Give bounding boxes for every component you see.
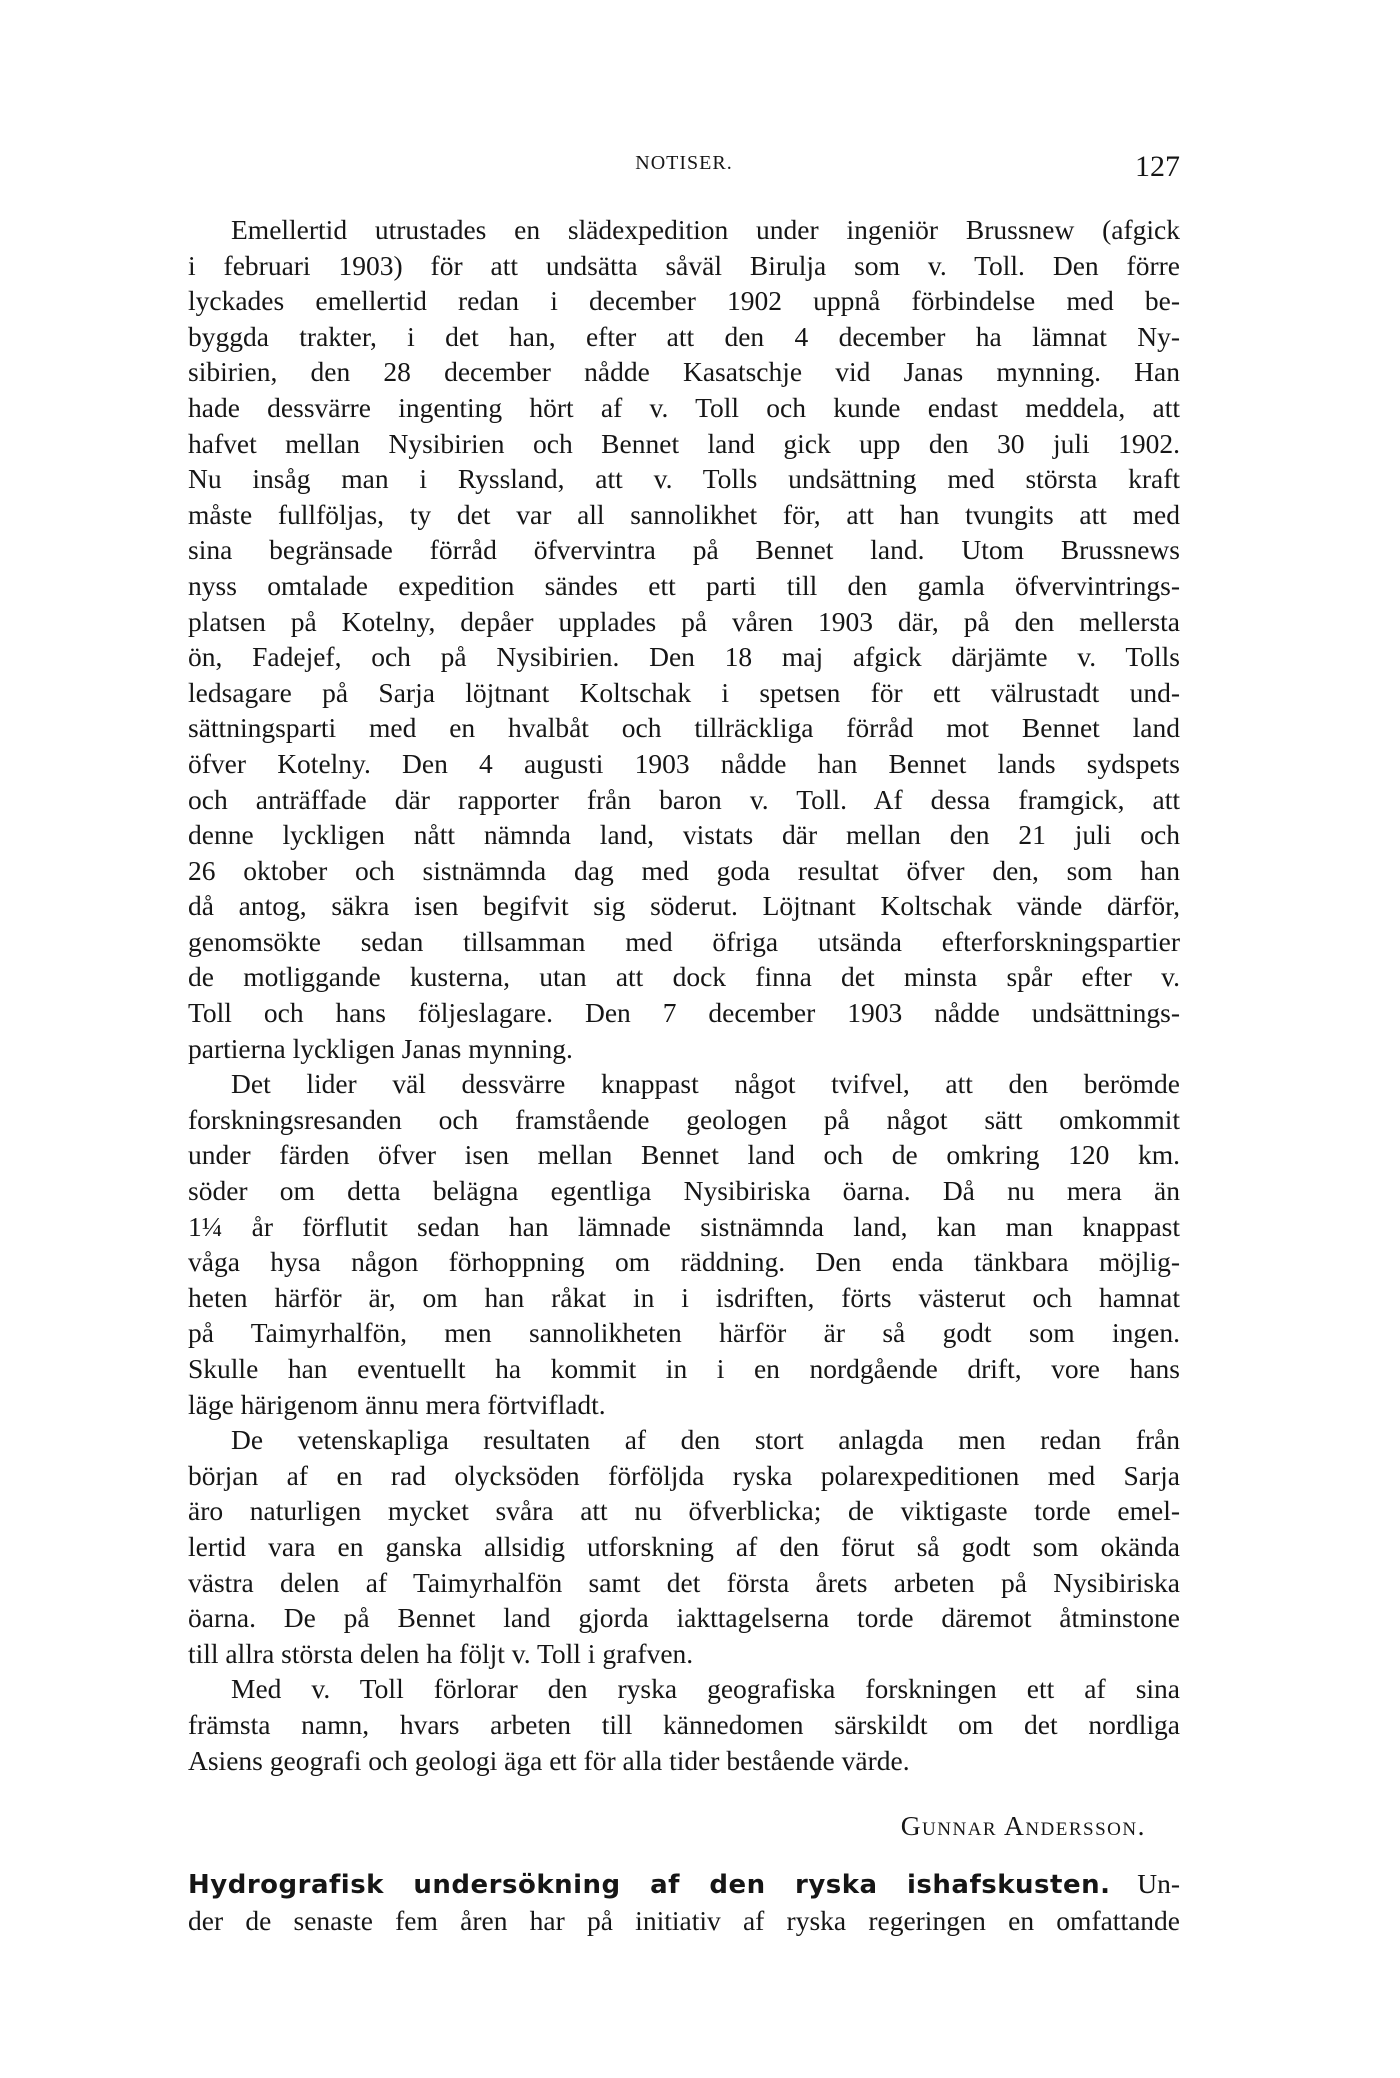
text-line: början af en rad olycksöden förföljda ryska polarexpeditionen med Sarja [188,1459,1180,1491]
text-line: västra delen af Taimyrhalfön samt det första årets arbeten på Nysibiriska [188,1566,1180,1598]
text-line: Nu insåg man i Ryssland, att v. Tolls undsättning med största kraft [188,463,1180,495]
text-line: hafvet mellan Nysibirien och Bennet land gick upp den 30 juli 1902. [188,427,1180,459]
text-line: Det lider väl dessvärre knappast något tvifvel, att den berömde [231,1068,1180,1100]
text-line: byggda trakter, i det han, efter att den 4 december ha lämnat Ny- [188,320,1180,352]
text-line: sibirien, den 28 december nådde Kasatschje vid Janas mynning. Han [188,356,1180,388]
text-line: äro naturligen mycket svåra att nu öfverblicka; de viktigaste torde emel- [188,1495,1180,1527]
text-line: söder om detta belägna egentliga Nysibiriska öarna. Då nu mera än [188,1175,1180,1207]
paragraph-lines [188,212,1180,1778]
text-line: platsen på Kotelny, depåer upplades på våren 1903 där, på den mellersta [188,605,1180,637]
text-line: lyckades emellertid redan i december 1902 uppnå förbindelse med be- [188,285,1180,317]
text-line: heten härför är, om han råkat in i isdriften, förts västerut och hamnat [188,1281,1180,1313]
text-line: De vetenskapliga resultaten af den stort anlagda men redan från [231,1424,1180,1456]
text-line: 26 oktober och sistnämnda dag med goda resultat öfver den, som han [188,854,1180,886]
section-body-line: der de senaste fem åren har på initiativ af ryska regeringen en omfattande [188,1905,1180,1937]
text-line: de motliggande kusterna, utan att dock finna det minsta spår efter v. [188,961,1180,993]
text-line: och anträffade där rapporter från baron v. Toll. Af dessa framgick, att [188,783,1180,815]
text-line: ön, Fadejef, och på Nysibirien. Den 18 maj afgick därjämte v. Tolls [188,641,1180,673]
text-line: läge härigenom ännu mera förtvifladt. [188,1388,606,1420]
text-line: öfver Kotelny. Den 4 augusti 1903 nådde han Bennet lands sydspets [188,747,1180,779]
text-line: sättningsparti med en hvalbåt och tillräckliga förråd mot Bennet land [188,712,1180,744]
text-line: sina begränsade förråd öfvervintra på Bennet land. Utom Brussnews [188,534,1180,566]
page-number: 127 [1135,150,1180,183]
text-line: hade dessvärre ingenting hört af v. Toll och kunde endast meddela, att [188,391,1180,423]
running-title: NOTISER. [635,152,733,174]
text-line: under färden öfver isen mellan Bennet land och de omkring 120 km. [188,1139,1180,1171]
text-line: Emellertid utrustades en slädexpedition under ingeniör Brussnew (afgick [231,214,1180,245]
section-heading-line [188,1866,1180,1904]
text-line: Med v. Toll förlorar den ryska geografiska forskningen ett af sina [231,1673,1180,1705]
text-line: denne lyckligen nått nämnda land, vistats där mellan den 21 juli och [188,819,1180,851]
text-line: 1¼ år förflutit sedan han lämnade sistnämnda land, kan man knappast [188,1210,1180,1242]
text-line: på Taimyrhalfön, men sannolikheten härför är så godt som ingen. [188,1317,1180,1349]
text-line: då antog, säkra isen begifvit sig söderut. Löjtnant Koltschak vände därför, [188,890,1180,922]
text-line: nyss omtalade expedition sändes ett parti till den gamla öfvervintrings- [188,569,1180,601]
text-line: partierna lyckligen Janas mynning. [188,1032,573,1064]
text-line: ledsagare på Sarja löjtnant Koltschak i spetsen för ett välrustadt und- [188,676,1180,708]
text-line: Skulle han eventuellt ha kommit in i en nordgående drift, vore hans [188,1353,1180,1384]
text-line: lertid vara en ganska allsidig utforskning af den förut så godt som okända [188,1530,1180,1562]
text-line: i februari 1903) för att undsätta såväl Birulja som v. Toll. Den förre [188,249,1180,281]
text-line: Asiens geografi och geologi äga ett för alla tider bestående värde. [188,1744,910,1776]
text-line: öarna. De på Bennet land gjorda iakttagelserna torde däremot åtminstone [188,1602,1180,1634]
text-line: Toll och hans följeslagare. Den 7 december 1903 nådde undsättnings- [188,997,1180,1029]
text-line: måste fullföljas, ty det var all sannolikhet för, att han tvungits att med [188,498,1180,530]
body-text [188,212,1180,1939]
section-heading-continuation: Un- [1137,1867,1181,1899]
text-line: forskningsresanden och framstående geologen på något sätt omkommit [188,1103,1180,1135]
text-line: främsta namn, hvars arbeten till kännedomen särskildt om det nordliga [188,1708,1180,1740]
author-signature: Gunnar Andersson. [900,1810,1146,1842]
text-line: genomsökte sedan tillsamman med öfriga utsända efterforskningspartier [188,925,1180,957]
text-line: våga hysa någon förhoppning om räddning. Den enda tänkbara möjlig- [188,1246,1180,1278]
section-heading: Hydrografisk undersökning af den ryska ishafskusten. [188,1869,1111,1900]
page-header [188,152,1180,188]
text-line: till allra största delen ha följt v. Toll i grafven. [188,1637,694,1669]
